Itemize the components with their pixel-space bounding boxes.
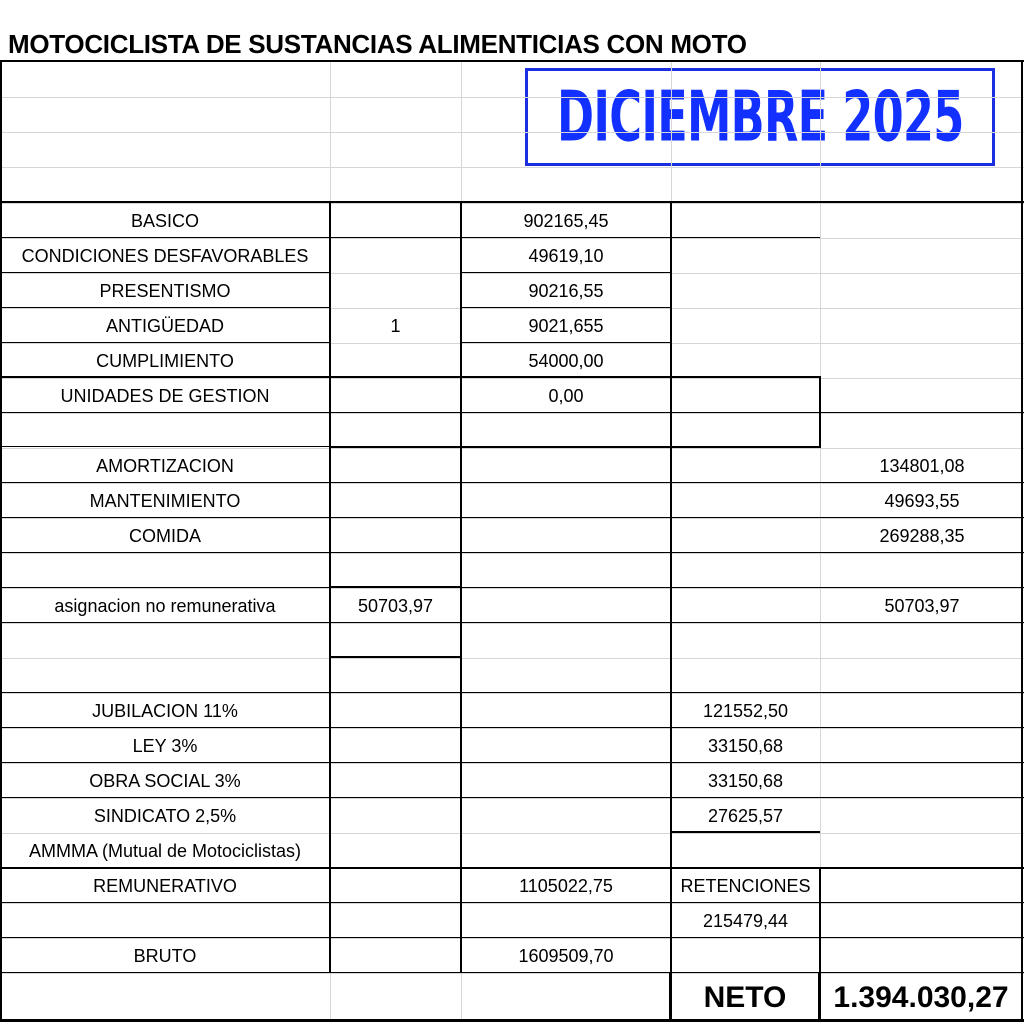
row-label: BRUTO <box>133 946 197 966</box>
gridline-horizontal <box>0 588 1024 589</box>
gridline-horizontal <box>0 308 1024 309</box>
row-label: CONDICIONES DESFAVORABLES <box>21 246 309 266</box>
amount-cell: 902165,45 <box>523 211 609 231</box>
gridline-horizontal <box>0 413 1024 414</box>
border-line <box>0 446 330 447</box>
gridline-horizontal <box>0 238 1024 239</box>
gridline-horizontal <box>0 343 1024 344</box>
border-line <box>0 201 1024 203</box>
amount-cell: 0,00 <box>548 386 584 406</box>
non-remunerative-cell: 134801,08 <box>879 456 965 476</box>
non-remunerative-cell: 269288,35 <box>879 526 965 546</box>
amount-cell: 90216,55 <box>528 281 604 301</box>
gridline-horizontal <box>0 658 1024 659</box>
retention-cell: RETENCIONES <box>680 876 811 896</box>
border-line <box>0 60 1024 62</box>
border-line <box>0 587 1024 588</box>
row-label: AMORTIZACION <box>96 456 234 476</box>
amount-cell: 1105022,75 <box>519 876 613 896</box>
border-line <box>330 586 460 588</box>
gridline-horizontal <box>0 763 1024 764</box>
row-label: UNIDADES DE GESTION <box>60 386 270 406</box>
row-label: REMUNERATIVO <box>93 876 237 896</box>
border-line <box>0 937 1024 938</box>
border-line <box>330 446 820 448</box>
row-label: SINDICATO 2,5% <box>93 806 237 826</box>
gridline-horizontal <box>0 167 1024 168</box>
gridline-horizontal <box>0 378 1024 379</box>
amount-cell: 49619,10 <box>528 246 604 266</box>
neto-label: NETO <box>703 980 787 1014</box>
amount-cell: 1609509,70 <box>518 946 614 966</box>
non-remunerative-cell: 50703,97 <box>884 596 960 616</box>
gridline-horizontal <box>0 483 1024 484</box>
month-banner <box>525 68 995 166</box>
gridline-horizontal <box>0 448 1024 449</box>
row-label: COMIDA <box>129 526 201 546</box>
non-remunerative-cell: 49693,55 <box>884 491 960 511</box>
gridline-horizontal <box>0 518 1024 519</box>
retention-cell: 27625,57 <box>707 806 784 826</box>
row-label: JUBILACION 11% <box>92 701 238 721</box>
retention-cell: 33150,68 <box>707 736 784 756</box>
gridline-horizontal <box>0 132 1024 133</box>
row-label: PRESENTISMO <box>99 281 231 301</box>
month-label: DICIEMBRE 2025 <box>556 75 964 158</box>
gridline-horizontal <box>0 553 1024 554</box>
retention-cell: 215479,44 <box>702 911 789 931</box>
gridline-horizontal <box>0 903 1024 904</box>
retention-cell: 121552,50 <box>702 701 789 721</box>
gridline-horizontal <box>0 203 1024 204</box>
gridline-horizontal <box>0 938 1024 939</box>
gridline-horizontal <box>0 693 1024 694</box>
gridline-horizontal <box>0 273 1024 274</box>
gridline-horizontal <box>0 833 1024 834</box>
gridline-horizontal <box>0 97 1024 98</box>
gridline-horizontal <box>0 728 1024 729</box>
row-label: MANTENIMIENTO <box>89 491 241 511</box>
row-label: LEY 3% <box>132 736 198 756</box>
border-line <box>0 692 1024 693</box>
retention-cell: 33150,68 <box>707 771 784 791</box>
gridline-horizontal <box>0 623 1024 624</box>
row-label: ANTIGÜEDAD <box>105 316 224 336</box>
amount-cell: 54000,00 <box>528 351 604 371</box>
sheet-title: MOTOCICLISTA DE SUSTANCIAS ALIMENTICIAS CON MOTO <box>8 29 747 59</box>
quantity-cell: 1 <box>390 316 401 336</box>
row-label: AMMMA (Mutual de Motociclistas) <box>28 841 302 861</box>
quantity-cell: 50703,97 <box>357 596 434 616</box>
row-label: OBRA SOCIAL 3% <box>89 771 241 791</box>
row-label: CUMPLIMIENTO <box>96 351 234 371</box>
row-label: BASICO <box>130 211 200 231</box>
gridline-horizontal <box>0 798 1024 799</box>
amount-cell: 9021,655 <box>528 316 604 336</box>
row-label: asignacion no remunerativa <box>54 596 276 616</box>
neto-value: 1.394.030,27 <box>833 980 1009 1014</box>
border-line <box>330 656 460 658</box>
gridline-horizontal <box>0 973 1024 974</box>
